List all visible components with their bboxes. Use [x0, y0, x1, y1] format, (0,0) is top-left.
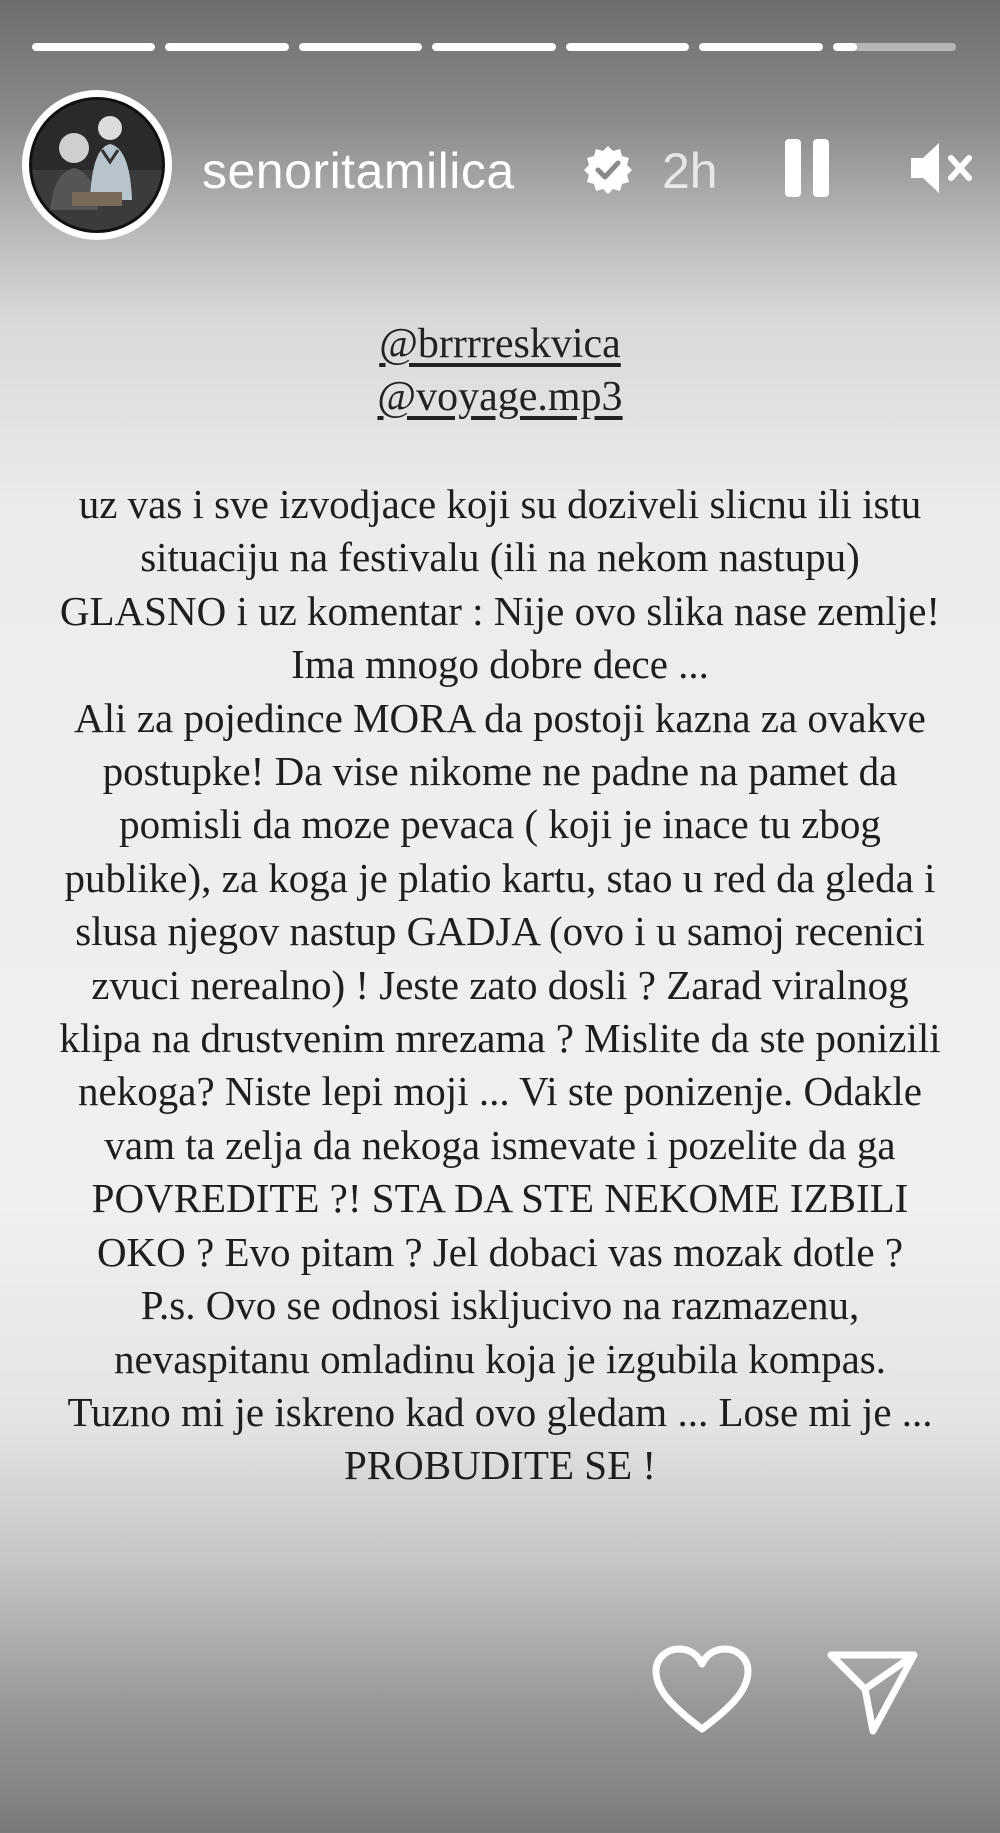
story-header	[22, 90, 982, 250]
progress-segment	[566, 43, 689, 51]
text-line: PROBUDITE SE !	[343, 1442, 657, 1489]
progress-segment	[833, 43, 956, 51]
heart-icon[interactable]	[650, 1645, 754, 1737]
avatar-photo	[29, 97, 165, 233]
text-line: P.s. Ovo se odnosi iskljucivo na razmazenu,	[140, 1282, 860, 1329]
story-text	[0, 478, 1000, 1493]
text-line: GLASNO i uz komentar : Nije ovo slika nase zemlje!	[59, 587, 941, 634]
progress-segment	[165, 43, 288, 51]
text-line: klipa na drustvenim mrezama ? Mislite da ste ponizili	[59, 1015, 941, 1062]
text-line: nevaspitanu omladinu koja je izgubila kompas.	[114, 1335, 886, 1382]
text-line: nekoga? Niste lepi moji ... Vi ste ponizenje. Odakle	[78, 1068, 922, 1115]
mentions	[0, 318, 1000, 424]
progress-segment-fill	[165, 43, 288, 51]
text-line: POVREDITE ?! STA DA STE NEKOME IZBILI	[91, 1175, 909, 1222]
mention-link[interactable]: @brrrreskvica	[379, 321, 621, 367]
pause-icon[interactable]	[777, 135, 837, 201]
progress-segment-fill	[566, 43, 689, 51]
text-line: OKO ? Evo pitam ? Jel dobaci vas mozak dotle ?	[96, 1228, 904, 1275]
text-line: Ali za pojedince MORA da postoji kazna za ovakve	[74, 694, 926, 741]
progress-segment	[32, 43, 155, 51]
progress-segment-fill	[299, 43, 422, 51]
text-line: postupke! Da vise nikome ne padne na pamet da	[102, 748, 898, 795]
story-progress-bar	[32, 43, 956, 51]
post-time: 2h	[662, 143, 718, 199]
text-line: zvuci nerealno) ! Jeste zato dosli ? Zarad viralnog	[91, 961, 909, 1008]
text-line: Ima mnogo dobre dece ...	[291, 641, 709, 688]
avatar-image-icon	[32, 100, 162, 230]
avatar[interactable]	[22, 90, 172, 240]
progress-segment	[699, 43, 822, 51]
text-line: uz vas i sve izvodjace koji su doziveli slicnu ili istu	[78, 481, 922, 527]
progress-segment	[299, 43, 422, 51]
verified-badge-icon	[582, 144, 634, 196]
progress-segment-fill	[833, 43, 858, 51]
text-line: slusa njegov nastup GADJA (ovo i u samoj recenici	[75, 908, 925, 955]
progress-segment-fill	[432, 43, 555, 51]
paper-plane-icon[interactable]	[825, 1645, 920, 1737]
username[interactable]: senoritamilica	[202, 143, 515, 199]
progress-segment-fill	[699, 43, 822, 51]
text-line: vam ta zelja da nekoga ismevate i pozelite da ga	[104, 1121, 896, 1168]
progress-segment	[432, 43, 555, 51]
mention-link[interactable]: @voyage.mp3	[377, 374, 623, 420]
text-line: situaciju na festivalu (ili na nekom nastupu)	[140, 534, 860, 581]
text-line: publike), za koga je platio kartu, stao u red da gleda i	[64, 854, 936, 901]
text-line: Tuzno mi je iskreno kad ovo gledam ... Lose mi je ...	[67, 1388, 933, 1435]
speaker-muted-icon[interactable]	[907, 138, 977, 198]
text-line: pomisli da moze pevaca ( koji je inace tu zbog	[119, 801, 881, 848]
progress-segment-fill	[32, 43, 155, 51]
